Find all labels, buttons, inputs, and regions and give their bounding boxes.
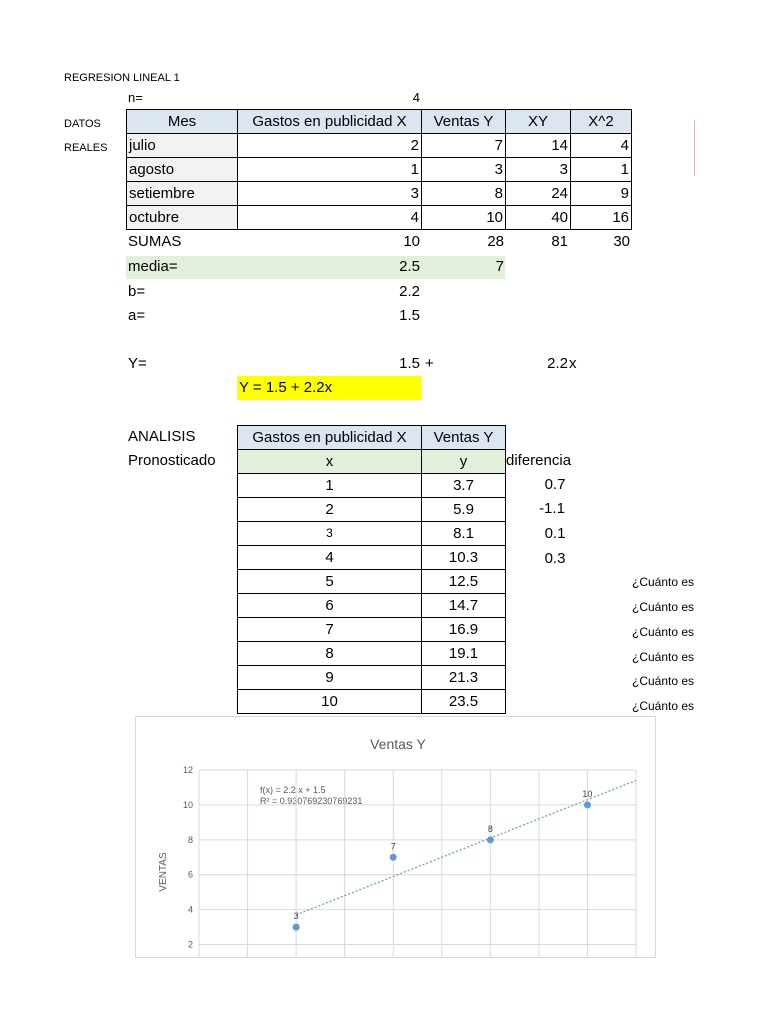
analysis-label: ANALISIS xyxy=(128,428,196,445)
diferencia-value: 0.1 xyxy=(544,525,566,542)
analysis-subheader-row xyxy=(238,450,506,474)
cell-y: 14.7 xyxy=(422,594,506,618)
analysis-header-ventas: Ventas Y xyxy=(422,426,506,450)
n-value: 4 xyxy=(412,90,420,105)
cell-x: 10 xyxy=(238,690,422,714)
cell-x: 2 xyxy=(238,134,422,158)
cell-mes: setiembre xyxy=(127,182,238,206)
data-table xyxy=(126,109,632,230)
data-label: 7 xyxy=(390,841,396,852)
header-x2: X^2 xyxy=(571,110,632,134)
question-text: ¿Cuánto es xyxy=(632,575,695,589)
equation-plus: + xyxy=(425,355,434,372)
question-text: ¿Cuánto es xyxy=(632,600,695,614)
a-label: a= xyxy=(128,307,146,324)
diferencia-value: 0.7 xyxy=(544,476,566,493)
cell-mes: octubre xyxy=(127,206,238,230)
analysis-table xyxy=(237,425,506,714)
edge-marker xyxy=(694,120,695,176)
equation-a: 1.5 xyxy=(399,355,420,372)
cell-x: 1 xyxy=(238,474,422,498)
cell-y: 23.5 xyxy=(422,690,506,714)
question-text: ¿Cuánto es xyxy=(632,699,695,713)
table-row xyxy=(238,618,506,642)
y-tick-label: 8 xyxy=(187,834,193,845)
diferencia-value: -1.1 xyxy=(539,500,565,517)
table-row xyxy=(238,666,506,690)
cell-xy: 24 xyxy=(506,182,571,206)
cell-y: 12.5 xyxy=(422,570,506,594)
cell-y: 7 xyxy=(422,134,506,158)
cell-x: 7 xyxy=(238,618,422,642)
data-label: 3 xyxy=(293,911,299,922)
cell-x2: 16 xyxy=(571,206,632,230)
y-tick-label: 4 xyxy=(187,904,193,915)
cell-x: 3 xyxy=(238,182,422,206)
table-row xyxy=(127,206,632,230)
table-row xyxy=(238,594,506,618)
cell-x: 4 xyxy=(238,546,422,570)
header-gastos: Gastos en publicidad X xyxy=(238,110,422,134)
y-axis-label: VENTAS xyxy=(158,852,169,892)
cell-x: 2 xyxy=(238,498,422,522)
cell-mes: julio xyxy=(127,134,238,158)
cell-y: 10.3 xyxy=(422,546,506,570)
cell-y: 16.9 xyxy=(422,618,506,642)
cell-x: 4 xyxy=(238,206,422,230)
table-row xyxy=(127,134,632,158)
a-value: 1.5 xyxy=(399,307,420,324)
table-row xyxy=(127,182,632,206)
cell-y: 3.7 xyxy=(422,474,506,498)
table-header-row xyxy=(127,110,632,134)
cell-x: 5 xyxy=(238,570,422,594)
table-row xyxy=(238,642,506,666)
cell-y: 8.1 xyxy=(422,522,506,546)
question-text: ¿Cuánto es xyxy=(632,650,695,664)
sumas-xy: 81 xyxy=(551,233,568,250)
cell-xy: 40 xyxy=(506,206,571,230)
side-label-reales: REALES xyxy=(64,142,108,154)
header-ventas: Ventas Y xyxy=(422,110,506,134)
y-tick-label: 2 xyxy=(187,939,193,950)
cell-y: 5.9 xyxy=(422,498,506,522)
table-row xyxy=(127,158,632,182)
question-text: ¿Cuánto es xyxy=(632,625,695,639)
chart-title: Ventas Y xyxy=(370,736,426,752)
sumas-x: 10 xyxy=(403,233,420,250)
cell-xy: 14 xyxy=(506,134,571,158)
data-label: 10 xyxy=(582,788,593,799)
data-point xyxy=(584,801,591,808)
question-text: ¿Cuánto es xyxy=(632,674,695,688)
y-tick-label: 12 xyxy=(182,765,193,775)
cell-x: 3 xyxy=(238,522,422,546)
cell-x2: 9 xyxy=(571,182,632,206)
cell-y: 10 xyxy=(422,206,506,230)
cell-x: 1 xyxy=(238,158,422,182)
table-row xyxy=(238,522,506,546)
chart-grid xyxy=(183,765,636,957)
trendline-equation: f(x) = 2.2 x + 1.5 xyxy=(260,785,326,795)
y-tick-label: 6 xyxy=(187,869,193,880)
media-x: 2.5 xyxy=(399,258,420,275)
analysis-header-gastos: Gastos en publicidad X xyxy=(238,426,422,450)
equation-var: x xyxy=(569,355,577,372)
table-row xyxy=(238,546,506,570)
pronosticado-label: Pronosticado xyxy=(128,452,216,469)
data-point xyxy=(487,836,494,843)
diferencia-header: diferencia xyxy=(506,452,572,469)
cell-x: 6 xyxy=(238,594,422,618)
header-xy: XY xyxy=(506,110,571,134)
cell-x: 9 xyxy=(238,666,422,690)
cell-x: 8 xyxy=(238,642,422,666)
table-row xyxy=(238,474,506,498)
side-label-datos: DATOS xyxy=(64,118,101,130)
sheet-title: REGRESION LINEAL 1 xyxy=(64,72,180,84)
trendline-r2: R² = 0.930769230769231 xyxy=(260,796,363,806)
cell-xy: 3 xyxy=(506,158,571,182)
equation-box: Y = 1.5 + 2.2x xyxy=(237,376,421,400)
table-row xyxy=(238,498,506,522)
analysis-subheader-y: y xyxy=(422,450,506,474)
n-label: n= xyxy=(128,90,143,105)
equation-label: Y= xyxy=(128,355,147,372)
cell-y: 21.3 xyxy=(422,666,506,690)
header-mes: Mes xyxy=(127,110,238,134)
sumas-x2: 30 xyxy=(613,233,630,250)
data-label: 8 xyxy=(487,823,493,834)
data-point xyxy=(390,854,397,861)
analysis-header-row xyxy=(238,426,506,450)
b-value: 2.2 xyxy=(399,283,420,300)
media-y: 7 xyxy=(495,258,504,275)
diferencia-value: 0.3 xyxy=(544,550,566,567)
media-label: media= xyxy=(128,258,178,275)
cell-y: 3 xyxy=(422,158,506,182)
scatter-chart[interactable] xyxy=(135,716,656,958)
table-row xyxy=(238,570,506,594)
b-label: b= xyxy=(128,283,146,300)
cell-mes: agosto xyxy=(127,158,238,182)
cell-x2: 4 xyxy=(571,134,632,158)
cell-y: 8 xyxy=(422,182,506,206)
table-row xyxy=(238,690,506,714)
y-tick-label: 10 xyxy=(182,799,193,810)
questions-clip xyxy=(632,575,695,725)
sumas-y: 28 xyxy=(487,233,504,250)
data-point xyxy=(293,924,300,931)
chart-svg xyxy=(136,717,655,957)
analysis-subheader-x: x xyxy=(238,450,422,474)
cell-x2: 1 xyxy=(571,158,632,182)
equation-b: 2.2 xyxy=(547,355,568,372)
sumas-label: SUMAS xyxy=(128,233,182,250)
cell-y: 19.1 xyxy=(422,642,506,666)
